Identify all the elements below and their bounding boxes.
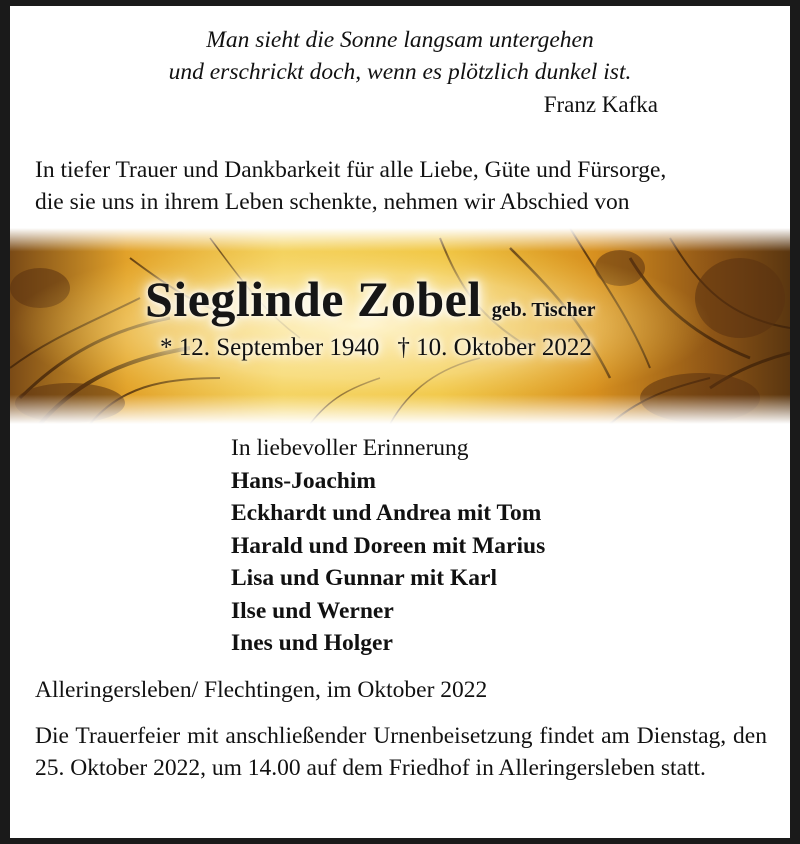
- mourner-name: Lisa und Gunnar mit Karl: [231, 565, 497, 591]
- intro-line-2: die sie uns in ihrem Leben schenkte, nehmen wir Abschied von: [35, 189, 630, 215]
- birth-date: * 12. September 1940: [160, 334, 380, 361]
- intro-line-1: In tiefer Trauer und Dankbarkeit für alle Liebe, Güte und Fürsorge,: [35, 157, 667, 183]
- maiden-name: geb. Tischer: [491, 299, 596, 321]
- quote-line-2: und erschrickt doch, wenn es plötzlich dunkel ist.: [168, 59, 632, 85]
- autumn-banner: [10, 228, 790, 424]
- deceased-name: Sieglinde Zobel: [145, 271, 482, 327]
- intro-text: [35, 154, 773, 218]
- mourner-name: Eckhardt und Andrea mit Tom: [231, 500, 542, 526]
- mourner-name: Ines und Holger: [231, 630, 393, 656]
- mourner-name: Harald und Doreen mit Marius: [231, 532, 546, 559]
- kafka-quote: [10, 24, 790, 88]
- funeral-service-note: Die Trauerfeier mit anschließender Urnenbeisetzung findet am Dienstag, den 25. Oktober 2022, um 14.00 auf dem Friedhof in Alleringersleben statt.: [35, 723, 767, 781]
- quote-author: Franz Kafka: [543, 92, 658, 117]
- deceased-name-line: [145, 270, 595, 328]
- place-date: Alleringersleben/ Flechtingen, im Oktober 2022: [35, 677, 488, 703]
- mourners-lead: In liebevoller Erinnerung: [231, 435, 469, 461]
- life-dates: [160, 334, 592, 362]
- death-date: † 10. Oktober 2022: [397, 334, 592, 361]
- obituary-card: [10, 6, 790, 838]
- mourners-list: [231, 432, 545, 660]
- mourner-name: Ilse und Werner: [231, 597, 394, 624]
- quote-line-1: Man sieht die Sonne langsam untergehen: [206, 27, 594, 53]
- mourner-name: Hans-Joachim: [231, 467, 376, 494]
